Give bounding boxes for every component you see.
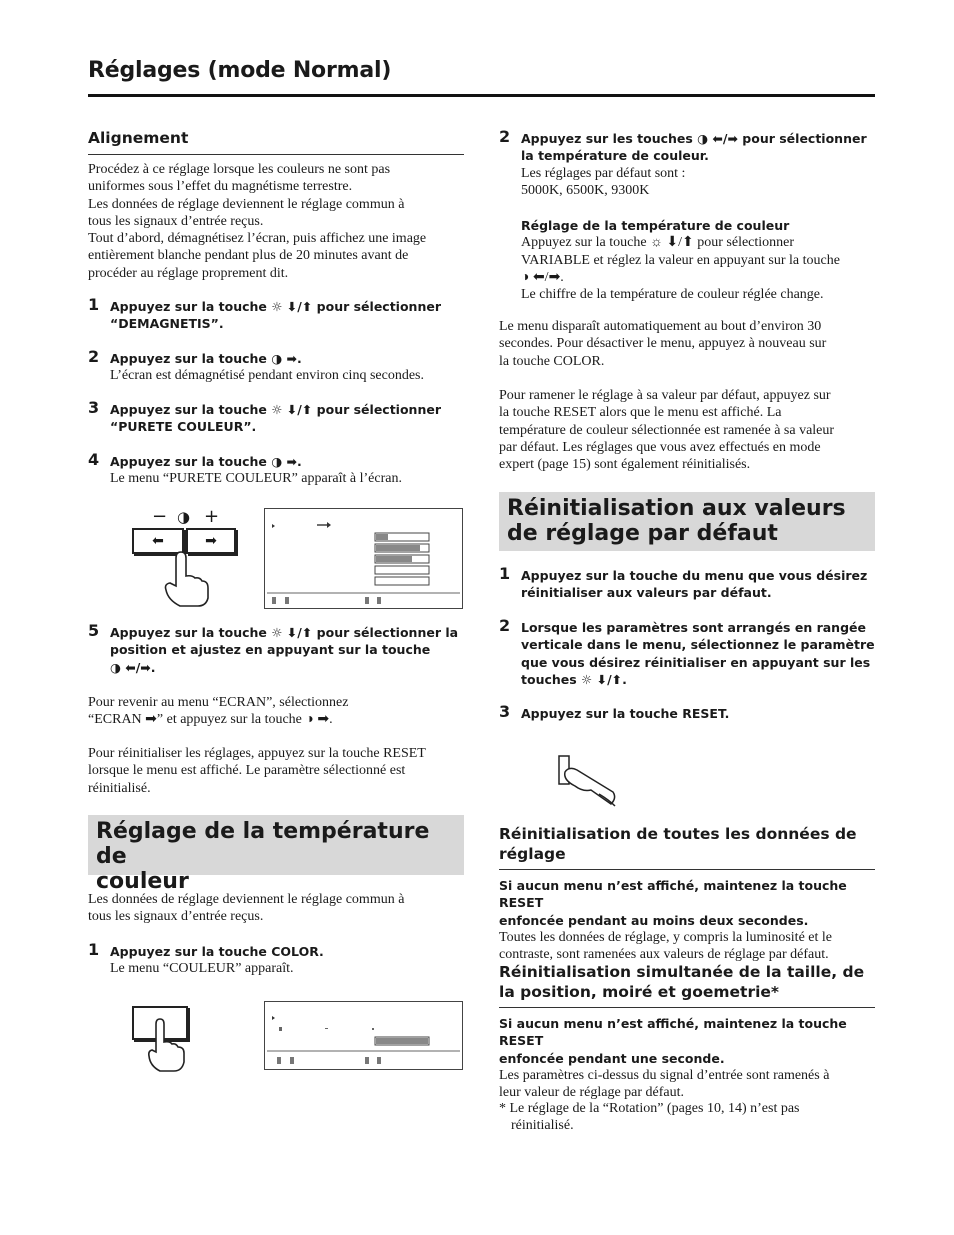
- keypad-illustration: [132, 508, 282, 608]
- alignement-outro-1: Pour revenir au menu “ECRAN”, sélectionnez “ECRAN ➡” et appuyez sur la touche ◑ ➡.: [88, 695, 349, 728]
- right-arrow-button[interactable]: ➡: [186, 528, 236, 554]
- page-title: Réglages (mode Normal): [88, 58, 392, 83]
- alignement-heading: Alignement: [88, 129, 189, 147]
- simul-reset-body: Si aucun menu n’est affiché, maintenez la touche RESET enfoncée pendant une seconde. Les paramètres ci-dessus du signal d’entrée sont ramenés à leur valeur de réglage par défaut.: [499, 1016, 847, 1101]
- menu-timeout-paragraph: Le menu disparaît automatiquement au bout d’environ 30 secondes. Pour désactiver le menu, appuyez à nouveau sur la touche COLOR.: [499, 319, 827, 369]
- couleur-menu-screen: [264, 1001, 463, 1070]
- pointing-hand-icon: [162, 548, 212, 608]
- reset-press-illustration: [555, 752, 625, 810]
- simul-reset-rule: [499, 1007, 875, 1008]
- alignement-intro: Procédez à ce réglage lorsque les couleurs ne sont pas uniformes sous l’effet du magnétisme terrestre. Les données de réglage deviennent le réglage commun à tous les signaux d’entrée reçus. Tout d’abord, démagnétisez l’écran, puis affichez une image entièrement blanche pendant plus de 20 minutes avant de procéder au réglage proprement dit.: [88, 162, 427, 281]
- simul-reset-heading: Réinitialisation simultanée de la taille, de la position, moiré et goemetrie*: [499, 963, 865, 1001]
- purete-menu-screen: [264, 508, 463, 609]
- couleur-menu-graphic: [265, 1002, 462, 1069]
- alignement-outro-2: Pour réinitialiser les réglages, appuyez sur la touche RESET lorsque le menu est affiché. Le paramètre sélectionné est réinitialisé.: [88, 746, 426, 796]
- color-button-illustration: [132, 1006, 192, 1076]
- temperature-banner: Réglage de la température de couleur: [88, 815, 464, 875]
- contrast-icon: ◑: [177, 508, 191, 526]
- reset-default-paragraph: Pour ramener le réglage à sa valeur par défaut, appuyez sur la touche RESET alors que le menu est affiché. La température de couleur sélectionnée est ramenée à sa valeur par défaut. Les réglages que vous avez effectués en mode expert (page 15) sont également réinitialisés.: [499, 388, 835, 473]
- rotation-footnote: * Le réglage de la “Rotation” (pages 10, 14) n’est pas réinitialisé.: [499, 1101, 800, 1134]
- all-reset-heading: Réinitialisation de toutes les données de réglage: [499, 825, 857, 863]
- reset-banner: Réinitialisation aux valeurs de réglage par défaut: [499, 492, 875, 551]
- left-arrow-button[interactable]: ⬅: [132, 528, 184, 554]
- purete-menu-graphic: [265, 509, 462, 608]
- plus-label: +: [204, 506, 220, 527]
- all-reset-body: Si aucun menu n’est affiché, maintenez la touche RESET enfoncée pendant au moins deux secondes. Toutes les données de réglage, y compris la luminosité et le contraste, sont ramenées aux valeurs de réglage par défaut.: [499, 878, 847, 963]
- minus-label: −: [152, 506, 168, 527]
- pointing-hand-icon-2: [146, 1018, 188, 1074]
- all-reset-rule: [499, 869, 875, 870]
- temperature-intro: Les données de réglage deviennent le réglage commun à tous les signaux d’entrée reçus.: [88, 892, 405, 925]
- title-rule: [88, 94, 875, 97]
- alignement-rule: [88, 154, 464, 155]
